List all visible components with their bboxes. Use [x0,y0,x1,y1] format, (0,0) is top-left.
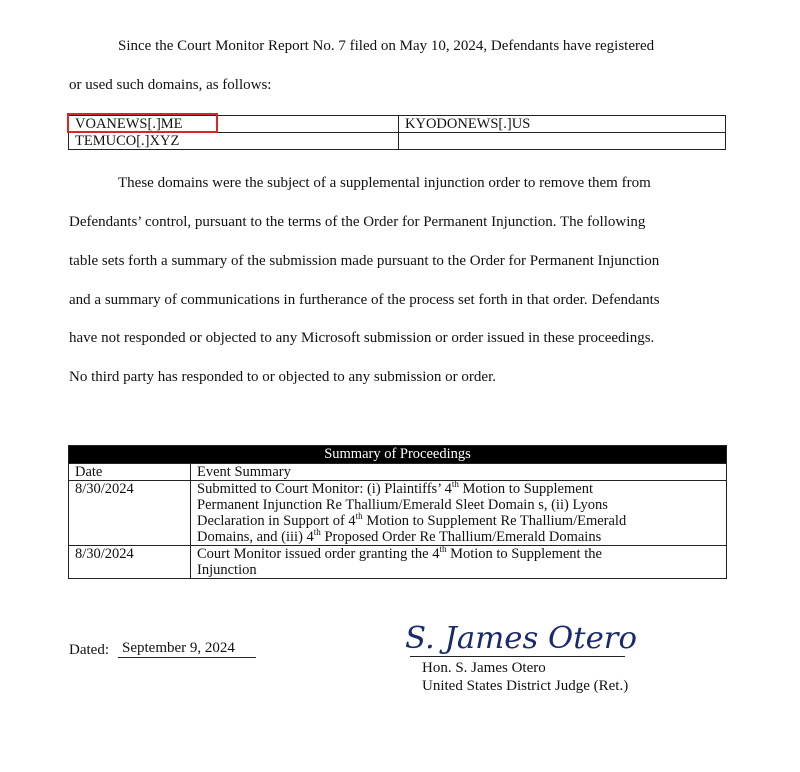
domain-cell: TEMUCO[.]XYZ [69,133,399,150]
signer-title: United States District Judge (Ret.) [422,678,629,694]
column-header-event: Event Summary [191,464,727,481]
table-row [69,133,726,150]
handwritten-signature [405,612,645,662]
table-title: Summary of Proceedings [69,446,727,464]
paragraph-line: table sets forth a summary of the submission made pursuant to the Order for Permanent Injunction [69,253,660,269]
paragraph-line: No third party has responded to or objected to any submission or order. [69,369,497,385]
highlight-box [67,113,218,133]
proceedings-table [68,445,727,579]
paragraph-line: Defendants’ control, pursuant to the terms of the Order for Permanent Injunction. The following [69,214,646,230]
dated-value: September 9, 2024 [118,640,256,658]
event-line: Submitted to Court Monitor: (i) Plaintiffs’ 4th Motion to Supplement [197,479,593,497]
column-header-date: Date [69,464,191,481]
domain-cell: VOANEWS[.]ME [69,116,399,133]
paragraph-line: have not responded or objected to any Microsoft submission or order issued in these proceedings. [69,330,655,346]
event-line: Permanent Injunction Re Thallium/Emerald Sleet Domain s, (ii) Lyons [197,497,608,513]
intro-line-2: or used such domains, as follows: [69,77,272,93]
signer-name: Hon. S. James Otero [422,660,546,676]
domain-cell: KYODONEWS[.]US [399,116,726,133]
event-line: Court Monitor issued order granting the 4th Motion to Supplement the [197,544,602,562]
event-line: Injunction [197,562,257,578]
domain-cell [399,133,726,150]
dated-label: Dated: [69,642,109,658]
event-line: Domains, and (iii) 4th Proposed Order Re Thallium/Emerald Domains [197,527,602,545]
table-row [69,481,727,546]
event-line: Declaration in Support of 4th Motion to Supplement Re Thallium/Emerald [197,511,627,529]
row-date: 8/30/2024 [69,481,191,546]
table-header-row [69,464,727,481]
paragraph-line: and a summary of communications in furtherance of the process set forth in that order. Defendants [69,292,660,308]
intro-line-1: Since the Court Monitor Report No. 7 filed on May 10, 2024, Defendants have registered [118,38,655,54]
svg-text:S. James Otero: S. James Otero [405,621,637,656]
table-row [69,546,727,579]
paragraph-line: These domains were the subject of a supplemental injunction order to remove them from [118,175,651,191]
row-event [191,481,727,546]
table-title-row [69,446,727,464]
signature-line [410,656,625,657]
row-date: 8/30/2024 [69,546,191,579]
row-event [191,546,727,579]
